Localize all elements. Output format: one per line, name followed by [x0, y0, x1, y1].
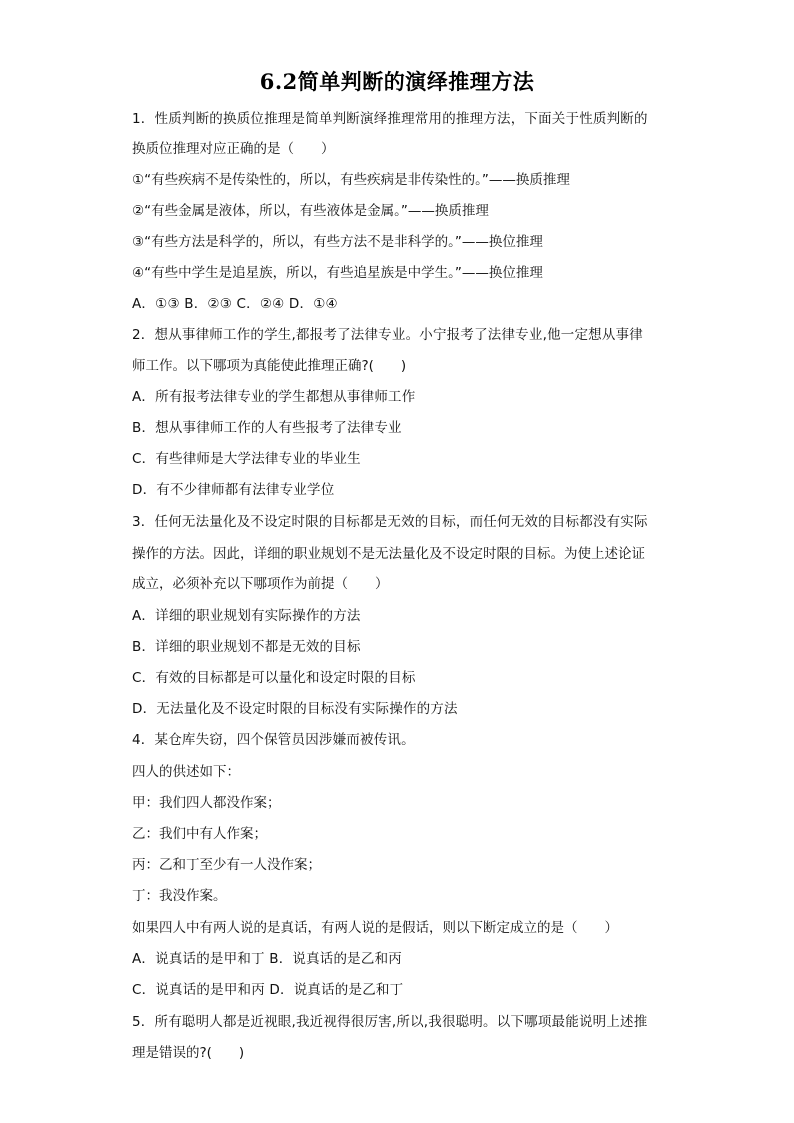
q2-option-a: A．所有报考法律专业的学生都想从事律师工作: [132, 389, 416, 405]
q4-statement-yi: 乙：我们中有人作案；: [132, 826, 267, 842]
q3-option-b: B．详细的职业规划不都是无效的目标: [132, 639, 361, 655]
q4-statement-jia: 甲：我们四人都没作案；: [132, 795, 281, 811]
q1-statement-4: ④“有些中学生是追星族，所以，有些追星族是中学生。”——换位推理: [132, 265, 543, 281]
q3-option-c: C．有效的目标都是可以量化和设定时限的目标: [132, 670, 416, 686]
q4-question: 如果四人中有两人说的是真话，有两人说的是假话，则以下断定成立的是（ ）: [132, 920, 618, 936]
q1-stem-line-1: 1．性质判断的换质位推理是简单判断演绎推理常用的推理方法，下面关于性质判断的: [132, 111, 648, 127]
q1-statement-3: ③“有些方法是科学的，所以，有些方法不是非科学的。”——换位推理: [132, 234, 543, 250]
q1-statement-2: ②“有些金属是液体，所以，有些液体是金属。”——换质推理: [132, 203, 489, 219]
q2-option-c: C．有些律师是大学法律专业的毕业生: [132, 451, 361, 467]
q1-options: A．①③ B．②③ C．②④ D．①④: [132, 296, 338, 312]
q4-options-cd: C．说真话的是甲和丙 D．说真话的是乙和丁: [132, 982, 404, 998]
q4-statement-ding: 丁：我没作案。: [132, 888, 227, 904]
q5-stem-line-2: 理是错误的?( ): [132, 1045, 245, 1061]
q2-stem-line-2: 师工作。以下哪项为真能使此推理正确?( ): [132, 358, 407, 374]
q4-options-ab: A．说真话的是甲和丁 B．说真话的是乙和丙: [132, 951, 402, 967]
q3-option-d: D．无法量化及不设定时限的目标没有实际操作的方法: [132, 701, 458, 717]
document-title: 6.2简单判断的演绎推理方法: [259, 69, 535, 94]
q4-statement-bing: 丙：乙和丁至少有一人没作案；: [132, 857, 321, 873]
q2-option-d: D．有不少律师都有法律专业学位: [132, 482, 335, 498]
q3-option-a: A．详细的职业规划有实际操作的方法: [132, 608, 361, 624]
q4-stem-line-1: 4．某仓库失窃，四个保管员因涉嫌而被传讯。: [132, 732, 415, 748]
q1-stem-line-2: 换质位推理对应正确的是（ ）: [132, 141, 335, 157]
q2-stem-line-1: 2．想从事律师工作的学生,都报考了法律专业。小宁报考了法律专业,他一定想从事律: [132, 327, 643, 343]
q1-statement-1: ①“有些疾病不是传染性的，所以，有些疾病是非传染性的。”——换质推理: [132, 172, 570, 188]
q4-stem-line-2: 四人的供述如下：: [132, 764, 240, 780]
q5-stem-line-1: 5．所有聪明人都是近视眼,我近视得很厉害,所以,我很聪明。以下哪项最能说明上述推: [132, 1014, 648, 1030]
q3-stem-line-1: 3．任何无法量化及不设定时限的目标都是无效的目标，而任何无效的目标都没有实际: [132, 514, 648, 530]
q3-stem-line-2: 操作的方法。因此，详细的职业规划不是无法量化及不设定时限的目标。为使上述论证: [132, 546, 645, 562]
q3-stem-line-3: 成立，必须补充以下哪项作为前提（ ）: [132, 576, 389, 592]
q2-option-b: B．想从事律师工作的人有些报考了法律专业: [132, 420, 402, 436]
